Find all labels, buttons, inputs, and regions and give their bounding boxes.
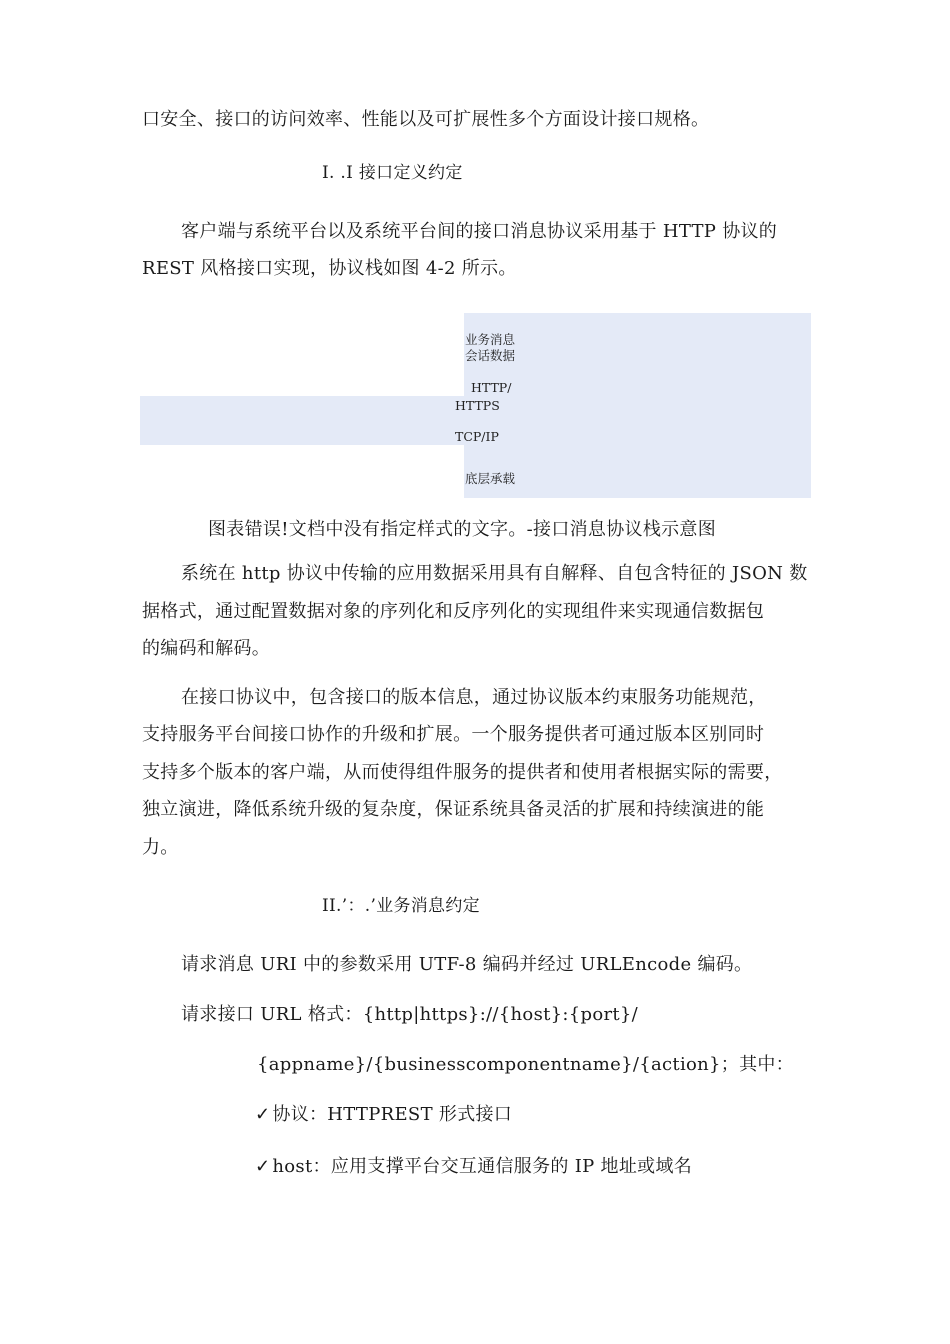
section-heading: II.’：.’业务消息约定 <box>322 896 480 916</box>
paragraph-line: 系统在 http 协议中传输的应用数据采用具有自解释、自包含特征的 JSON 数 <box>181 563 808 584</box>
diagram-layer-label: 业务消息 <box>465 332 516 347</box>
check-icon: ✓ <box>255 1104 271 1125</box>
check-icon: ✓ <box>255 1156 271 1177</box>
paragraph-line: 请求接口 URL 格式：{http|https}://{host}:{port}/ <box>181 1004 639 1025</box>
paragraph-line: 请求消息 URI 中的参数采用 UTF-8 编码并经过 URLEncode 编码。 <box>181 954 753 975</box>
bullet-item <box>255 1103 512 1127</box>
paragraph-line: 口安全、接口的访问效率、性能以及可扩展性多个方面设计接口规格。 <box>142 109 710 130</box>
paragraph-line: REST 风格接口实现，协议栈如图 4-2 所示。 <box>142 258 517 279</box>
bullet-text: 协议：HTTPREST 形式接口 <box>272 1104 513 1125</box>
diagram-layer-label: HTTP/ <box>471 380 512 395</box>
paragraph-line: 客户端与系统平台以及系统平台间的接口消息协议采用基于 HTTP 协议的 <box>181 221 778 242</box>
figure-caption: 图表错误!文档中没有指定样式的文字。-接口消息协议栈示意图 <box>208 519 717 540</box>
paragraph-line: 据格式，通过配置数据对象的序列化和反序列化的实现组件来实现通信数据包 <box>142 601 765 622</box>
paragraph-line: 支持服务平台间接口协作的升级和扩展。一个服务提供者可通过版本区别同时 <box>142 724 765 745</box>
diagram-layer-label: 底层承载 <box>465 471 516 486</box>
section-heading: I. .I 接口定义约定 <box>322 163 463 183</box>
diagram-layer-label: TCP/IP <box>455 429 499 444</box>
diagram-left-band <box>140 396 464 445</box>
paragraph-line: 独立演进，降低系统升级的复杂度，保证系统具备灵活的扩展和持续演进的能 <box>142 799 765 820</box>
paragraph-line: 力。 <box>142 837 179 858</box>
paragraph-line: 支持多个版本的客户端，从而使得组件服务的提供者和使用者根据实际的需要， <box>142 762 783 783</box>
bullet-text: host：应用支撑平台交互通信服务的 IP 地址或域名 <box>272 1156 693 1177</box>
diagram-layer-label: 会话数据 <box>465 348 516 363</box>
paragraph-line: 在接口协议中，包含接口的版本信息，通过协议版本约束服务功能规范， <box>181 687 767 708</box>
paragraph-line: 的编码和解码。 <box>142 638 271 659</box>
diagram-right-panel <box>464 313 811 498</box>
bullet-item <box>255 1155 692 1179</box>
paragraph-line: {appname}/{businesscomponentname}/{action}；其中： <box>257 1054 794 1075</box>
diagram-layer-label: HTTPS <box>455 398 500 413</box>
